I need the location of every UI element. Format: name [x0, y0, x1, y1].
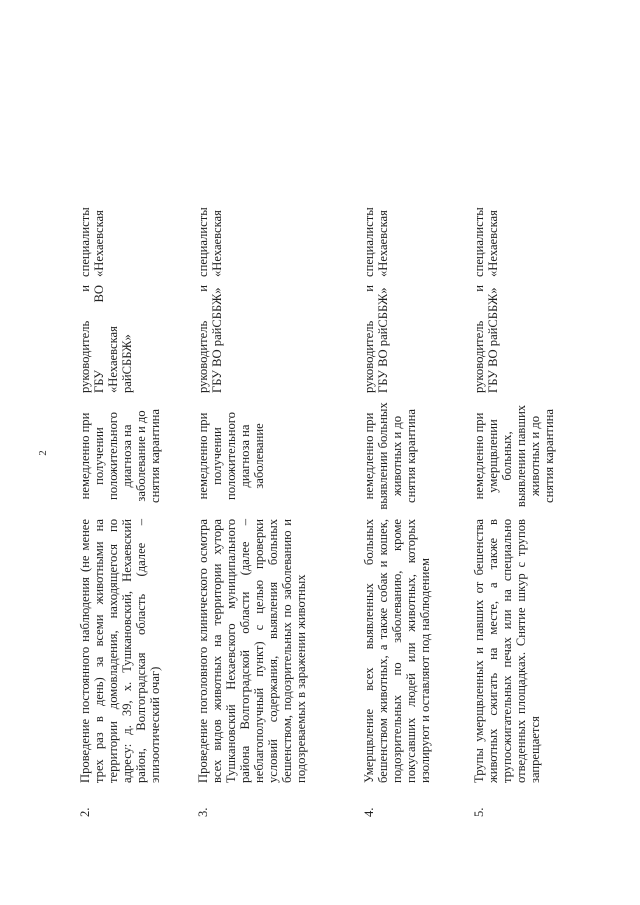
table-row: [78, 77, 176, 817]
responsible-cell: руководитель и ГБУ ВО «Нехаевская райСББЖ»: [78, 285, 134, 393]
executors-cell: специалисты «Нехаевская: [78, 207, 106, 277]
table-row: [472, 77, 556, 817]
term-cell: немедленно при выявлении больных животных и до снятия карантина: [362, 402, 418, 510]
event-cell: Проведение поголовного клинического осмотра всех видов животных на территории хутора Тушкановский Нехаевского муниципального района Волгоградской области (далее – неблагополучный пункт) с целью проверки условий содержания, выявления больных бешенством, подозрительных по заболеванию и подозреваемых в заражении животных: [196, 519, 308, 783]
executors-cell: специалисты «Нехаевская: [472, 207, 500, 277]
term-cell: немедленно при получении положительного диагноза на заболевание: [196, 412, 266, 500]
responsible-cell: руководитель и ГБУ ВО райСББЖ»: [362, 285, 390, 393]
term-cell: немедленно при получении положительного диагноза на заболевание и до снятия карантина: [78, 408, 162, 504]
responsible-cell: руководитель и ГБУ ВО райСББЖ»: [472, 285, 500, 393]
row-number: 2.: [78, 807, 92, 817]
executors-cell: специалисты «Нехаевская: [196, 207, 224, 277]
term-cell: немедленно при умерщвлении больных, выявлении павших животных и до снятия карантина: [472, 404, 556, 508]
measures-table: [78, 77, 556, 817]
row-number: 3.: [196, 807, 210, 817]
row-number: 5.: [472, 807, 486, 817]
responsible-cell: руководитель и ГБУ ВО райСББЖ»: [196, 285, 224, 393]
event-cell: Проведение постоянного наблюдения (не менее трех раз в день) за всеми животными на территории домовладения, находящегося по адресу: д. 39, х. Тушкановский, Нехаевский район, Волгоградская область (далее – эпизоотический очаг): [78, 519, 162, 783]
row-number: 4.: [362, 807, 376, 817]
executors-cell: специалисты «Нехаевская: [362, 207, 390, 277]
table-row: [196, 77, 354, 817]
page-number: 2: [37, 450, 49, 456]
table-row: [362, 77, 446, 817]
event-cell: Умерщвление всех выявленных больных бешенством животных, а также собак и кошек, подозрительных по заболеванию, кроме покусавших людей или животных, которых изолируют и оставляют под наблюдением: [362, 519, 432, 783]
event-cell: Трупы умерщвленных и павших от бешенства животных сжигать на месте, а также в трупосжигательных печах или на специально отведенных площадках. Снятие шкур с трупов запрещается: [472, 519, 542, 783]
